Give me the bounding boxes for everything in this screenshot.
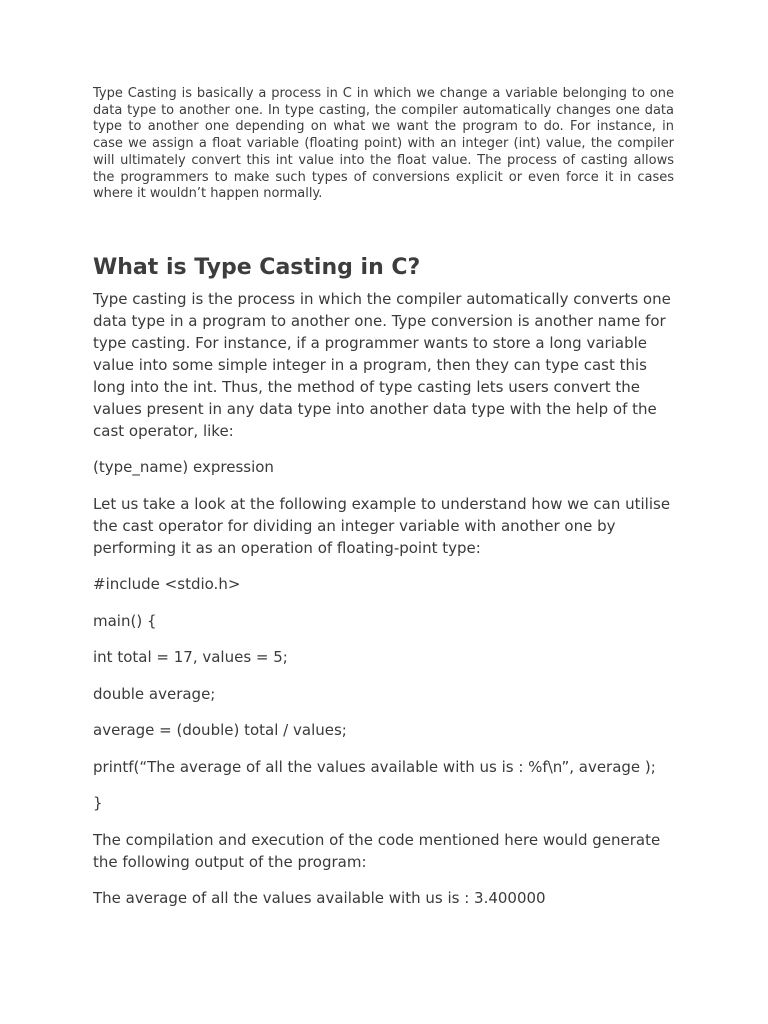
intro-paragraph: Type Casting is basically a process in C in which we change a variable belonging to one data type to another one. In type casting, the compiler automatically changes one data type to another one depending on what we want the program to do. For instance, in case we assign a float variable (floating point) with an integer (int) value, the compiler will ultimately convert this int value into the float value. The process of casting allows the programmers to make such types of conversions explicit or even force it in cases where it wouldn’t happen normally.: [93, 86, 674, 202]
body-paragraph: Type casting is the process in which the compiler automatically converts one data type in a program to another one. Type conversion is another name for type casting. For instance, if a programmer wants to store a long variable value into some simple integer in a program, then they can type cast this long into the int. Thus, the method of type casting lets users convert the values present in any data type into another data type with the help of the cast operator, like:: [93, 289, 671, 440]
code-line: double average;: [93, 684, 216, 703]
body-paragraph: The compilation and execution of the code mentioned here would generate the following output of the program:: [93, 830, 661, 871]
code-line: int total = 17, values = 5;: [93, 648, 288, 667]
body-paragraph: Let us take a look at the following example to understand how we can utilise the cast operator for dividing an integer variable with another one by performing it as an operation of floating-point type:: [93, 494, 671, 557]
code-line: printf(“The average of all the values available with us is : %f\n”, average );: [93, 757, 656, 776]
code-line: average = (double) total / values;: [93, 721, 347, 740]
section-heading: What is Type Casting in C?: [93, 254, 421, 280]
document-page: [93, 86, 674, 909]
code-line: #include <stdio.h>: [93, 575, 241, 594]
cast-syntax-line: (type_name) expression: [93, 458, 274, 477]
program-output: The average of all the values available with us is : 3.400000: [93, 889, 546, 908]
code-line: main() {: [93, 611, 157, 630]
code-line: }: [93, 794, 103, 813]
